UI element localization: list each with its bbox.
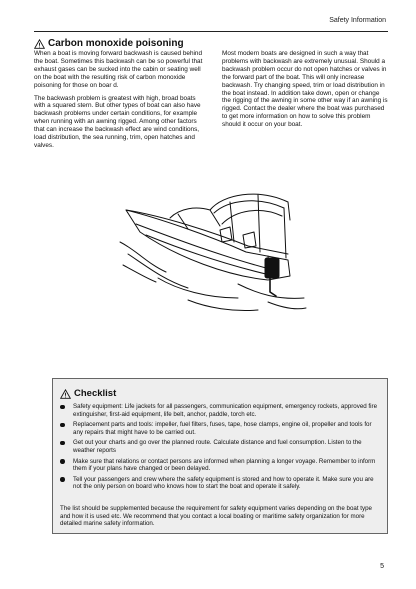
header-rule bbox=[34, 31, 388, 32]
list-item-text: Tell your passengers and crew where the safety equipment is stored and how to operate it. Make sure you are not the only person on board who knows how to start the boat and operate it safely. bbox=[73, 475, 374, 491]
list-item-text: Get out your charts and go over the planned route. Calculate distance and fuel consumption. Listen to the weather reports bbox=[73, 439, 362, 454]
co-left-column bbox=[34, 50, 206, 155]
bullet-icon bbox=[60, 459, 65, 464]
bullet-icon bbox=[60, 405, 65, 410]
bullet-icon bbox=[60, 423, 65, 428]
co-heading bbox=[34, 38, 184, 49]
checklist-box bbox=[52, 378, 388, 534]
list-item bbox=[60, 439, 382, 454]
co-heading-text: Carbon monoxide poisoning bbox=[48, 38, 184, 49]
page-number: 5 bbox=[380, 563, 384, 570]
co-paragraph-3: Most modern boats are designed in such a way that problems with backwash are extremely unusual. Should a backwash problem occur do not open hatches or valves in the forward part of the boat. This will only increase backwash. Try changing speed, trim or load distribution in the boat instead. In addition take down, open or change the rigging of the awning in some other way if an awning is rigged. Contact the dealer where the boat was purchased to get more information on how to solve this problem should it occur on your boat. bbox=[222, 50, 388, 129]
co-paragraph-2: The backwash problem is greatest with high, broad boats with a squared stern. But other types of boat can also have backwash problems under certain conditions, for example when running with an awning rigged. Among other factors that can increase the backwash effect are wind conditions, load distribution, the sea running, trim, open hatches and valves. bbox=[34, 94, 201, 149]
list-item bbox=[60, 476, 382, 491]
warning-icon bbox=[60, 389, 71, 399]
list-item bbox=[60, 458, 382, 473]
bullet-icon bbox=[60, 441, 65, 446]
co-paragraph-1: When a boat is moving forward backwash is caused behind the boat. Sometimes this backwash can be so powerful that exhaust gases can be sucked into the cabin or seating well on the boat with the resulting risk of carbon monoxide poisoning for those on boar d. bbox=[34, 50, 203, 89]
section-label: Safety Information bbox=[329, 17, 386, 24]
checklist-heading-text: Checklist bbox=[74, 388, 117, 399]
list-item-text: Replacement parts and tools: impeller, fuel filters, fuses, tape, hose clamps, engine oil, propeller and tools for any repairs that might have to be carried out. bbox=[73, 421, 372, 436]
list-item bbox=[60, 421, 382, 436]
list-item bbox=[60, 403, 382, 418]
checklist-items bbox=[60, 403, 382, 494]
checklist-heading bbox=[60, 388, 116, 399]
warning-icon bbox=[34, 39, 45, 49]
co-right-column bbox=[222, 50, 388, 134]
checklist-footnote: The list should be supplemented because the requirement for safety equipment varies depending on the boat type and how it is used etc. We recommend that you contact a local boating or maritime safety organization for more detailed marine safety information. bbox=[60, 505, 372, 528]
bullet-icon bbox=[60, 477, 65, 482]
boat-illustration bbox=[118, 180, 308, 315]
list-item-text: Make sure that relations or contact persons are informed when planning a longer voyage. Remember to inform them if your plans have changed or been delayed. bbox=[73, 457, 376, 473]
list-item-text: Safety equipment: Life jackets for all passengers, communication equipment, emergency rockets, approved fire extinguisher, first-aid equipment, life belt, anchor, paddle, torch etc. bbox=[73, 403, 378, 418]
